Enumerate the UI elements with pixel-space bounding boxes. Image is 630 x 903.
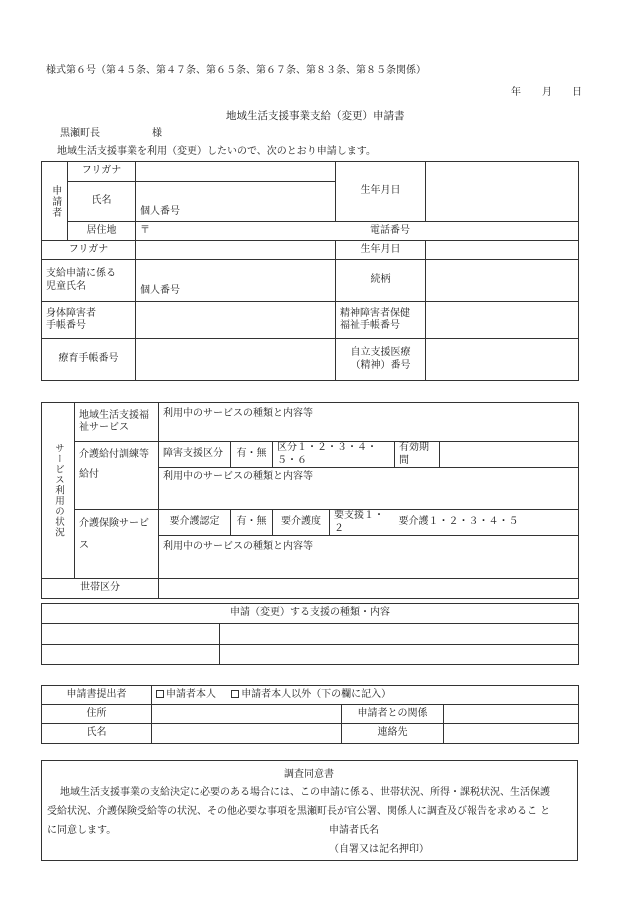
child-relation-field[interactable] — [426, 260, 579, 302]
ryoiku-label: 療育手帳番号 — [42, 339, 136, 381]
local-service-label: 地域生活支援福 祉サービス — [75, 403, 159, 442]
applicant-name-label: 氏名 — [68, 182, 136, 222]
local-service-field[interactable] — [159, 403, 579, 442]
submitter-contact-label: 連絡先 — [342, 724, 444, 744]
applicant-table — [41, 161, 579, 381]
disability-class-yes-no[interactable]: 有・無 — [231, 442, 273, 468]
request-title: 申請（変更）する支援の種類・内容 — [42, 604, 579, 624]
valid-period-label: 有効期間 — [395, 442, 440, 468]
child-birthdate-label: 生年月日 — [336, 241, 426, 260]
care-content-label: 利用中のサービスの種類と内容等 — [163, 541, 313, 552]
submitter-label: 申請書提出者 — [42, 686, 152, 705]
child-birthdate-field[interactable] — [426, 241, 579, 260]
submitter-address-field[interactable] — [152, 705, 342, 724]
submitter-contact-field[interactable] — [444, 724, 579, 744]
mental-disability-field[interactable] — [426, 302, 579, 339]
request-content-field-2[interactable] — [220, 645, 579, 665]
applicant-birthdate-field[interactable] — [426, 162, 579, 222]
submitter-relation-label: 申請者との関係 — [342, 705, 444, 724]
child-name-field[interactable] — [136, 260, 336, 302]
form-number: 様式第６号（第４５条、第４７条、第６５条、第６７条、第８３条、第８５条関係） — [46, 65, 426, 76]
checkbox-icon[interactable] — [156, 690, 164, 698]
medical-label: 自立支援医療 （精神）番号 — [336, 339, 426, 381]
request-type-field-2[interactable] — [42, 645, 220, 665]
physical-disability-field[interactable] — [136, 302, 336, 339]
support-values[interactable]: 要支援１・２ — [330, 510, 395, 536]
addressee-honorific: 様 — [152, 128, 162, 139]
child-furigana-field[interactable] — [136, 241, 336, 260]
valid-period-field[interactable] — [440, 442, 579, 468]
mental-disability-label: 精神障害者保健 福祉手帳番号 — [336, 302, 426, 339]
applicant-phone-label: 電話番号 — [370, 225, 410, 236]
applicant-furigana-label: フリガナ — [68, 162, 136, 182]
consent-signer-label: 申請者氏名 — [329, 825, 379, 836]
consent-title: 調査同意書 — [284, 769, 334, 780]
submitter-name-field[interactable] — [152, 724, 342, 744]
request-content-field-1[interactable] — [220, 624, 579, 645]
care-degree-label: 要介護度 — [273, 510, 330, 536]
applicant-name-field[interactable] — [136, 182, 336, 222]
applicant-furigana-field[interactable] — [136, 162, 336, 182]
submitter-name-label: 氏名 — [42, 724, 152, 744]
page-title: 地域生活支援事業支給（変更）申請書 — [226, 110, 405, 122]
disability-class-label: 障害支援区分 — [159, 442, 231, 468]
applicant-address-label: 居住地 — [68, 222, 136, 241]
ryoiku-field[interactable] — [136, 339, 336, 381]
submitter-address-label: 住所 — [42, 705, 152, 724]
child-furigana-label: フリガナ — [42, 241, 136, 260]
child-relation-label: 続柄 — [336, 260, 426, 302]
physical-disability-label: 身体障害者 手帳番号 — [42, 302, 136, 339]
applicant-personal-number-label: 個人番号 — [140, 205, 180, 217]
request-table — [41, 603, 579, 665]
care-values[interactable]: 要介護１・２・３・４・５ — [395, 510, 579, 536]
training-service-field[interactable] — [159, 468, 579, 510]
care-insurance-label: 介護保険サービ ス — [75, 510, 159, 579]
postal-mark: 〒 — [140, 224, 150, 236]
checkbox-icon[interactable] — [231, 690, 239, 698]
consent-line-1: 地域生活支援事業の支給決定に必要のある場合には、この申請に係る、世帯状況、所得・課税状況、生活保護 — [60, 787, 550, 798]
training-content-label: 利用中のサービスの種類と内容等 — [163, 471, 313, 482]
household-label: 世帯区分 — [42, 579, 159, 599]
local-service-content-label: 利用中のサービスの種類と内容等 — [163, 408, 313, 419]
care-service-field[interactable] — [159, 536, 579, 579]
consent-signature-note: （自署又は記名押印） — [329, 844, 429, 855]
disability-class-values[interactable]: 区分１・２・３・４・５・６ — [273, 442, 395, 468]
child-name-label: 支給申請に係る 児童氏名 — [42, 260, 136, 302]
submitter-options — [152, 686, 579, 705]
services-table — [41, 402, 579, 599]
training-benefit-label: 介護給付訓練等 給付 — [75, 442, 159, 510]
submitter-other-option[interactable]: 申請者本人以外（下の欄に記入） — [231, 689, 391, 700]
submitter-self-option[interactable]: 申請者本人 — [156, 689, 216, 700]
applicant-birthdate-label: 生年月日 — [336, 162, 426, 222]
consent-box — [41, 760, 578, 861]
care-cert-label: 要介護認定 — [159, 510, 231, 536]
consent-line-3: に同意します。 — [47, 825, 117, 836]
date-month: 月 — [542, 87, 552, 98]
intro-text: 地域生活支援事業を利用（変更）したいので、次のとおり申請します。 — [57, 146, 376, 157]
addressee: 黒瀬町長 — [60, 128, 100, 139]
date-day: 日 — [572, 87, 582, 98]
services-section-label: サービス利用の状況 — [42, 403, 75, 579]
submitter-relation-field[interactable] — [444, 705, 579, 724]
consent-line-2: 受給状況、介護保険受給等の状況、その他必要な事項を黒瀬町長が官公署、関係人に調査及び報告を求めるこ と — [47, 806, 551, 817]
care-cert-yes-no[interactable]: 有・無 — [231, 510, 273, 536]
date-year: 年 — [511, 87, 521, 98]
submitter-table — [41, 685, 579, 744]
household-field[interactable] — [159, 579, 579, 599]
child-personal-number-label: 個人番号 — [140, 284, 180, 296]
applicant-address-field[interactable] — [136, 222, 579, 241]
applicant-section-label: 申請者 — [42, 162, 68, 241]
medical-field[interactable] — [426, 339, 579, 381]
request-type-field-1[interactable] — [42, 624, 220, 645]
